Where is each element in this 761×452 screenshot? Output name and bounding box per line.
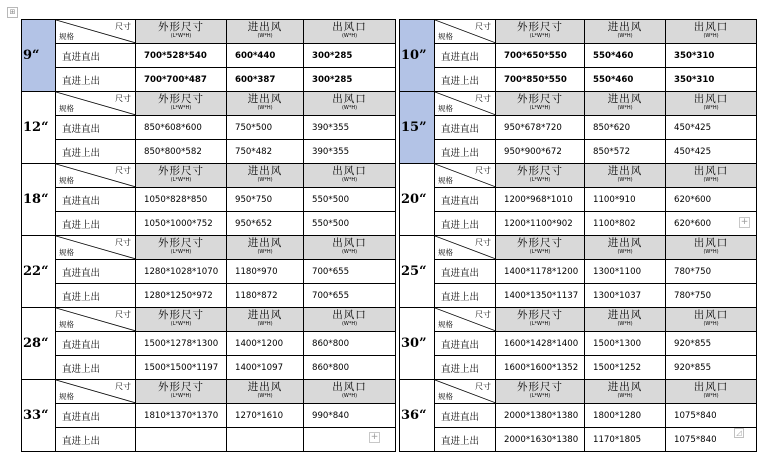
table-cell: 550*460 [585, 44, 666, 68]
model-size: 15” [400, 92, 435, 164]
table-cell: 950*750 [227, 188, 304, 212]
row-label: 直进直出 [435, 44, 496, 68]
header-unit: (W*H) [341, 104, 358, 111]
table-cell: 390*355 [304, 140, 396, 164]
header-unit: (W*H) [703, 392, 719, 399]
header-label: 出风口 [332, 164, 367, 177]
table-cell: 1180*970 [227, 260, 304, 284]
table-cell: 1280*1250*972 [136, 284, 227, 308]
table-row [22, 236, 757, 260]
table-cell: 990*840 [304, 404, 396, 428]
row-label: 直进直出 [435, 404, 496, 428]
table-move-handle-icon[interactable]: ⊞ [7, 7, 18, 18]
header-unit: (L*W*H) [170, 320, 192, 327]
corner-label-spec: 规格 [438, 392, 453, 401]
header-label: 外形尺寸 [517, 92, 563, 105]
header-label: 进出风 [607, 20, 643, 33]
corner-label-size: 尺寸 [475, 310, 491, 319]
table-cell: 1300*1037 [585, 284, 666, 308]
row-label: 直进上出 [435, 68, 496, 92]
header-unit: (W*H) [341, 32, 358, 39]
table-cell: 1400*1350*1137 [496, 284, 585, 308]
header-outlet [666, 236, 757, 260]
table-cell: 1300*1100 [585, 260, 666, 284]
table-cell: 1050*828*850 [136, 188, 227, 212]
row-label: 直进直出 [56, 332, 136, 356]
corner-label-spec: 规格 [59, 248, 74, 257]
header-inlet [585, 308, 666, 332]
header-label: 出风口 [693, 236, 729, 249]
header-unit: (L*W*H) [170, 176, 192, 183]
table-cell: 350*310 [666, 68, 757, 92]
corner-label-spec: 规格 [438, 32, 453, 41]
table-cell: 1075*840 [666, 428, 757, 452]
table-cell: 1500*1252 [585, 356, 666, 380]
header-label: 外形尺寸 [158, 236, 204, 249]
table-row [22, 428, 757, 452]
header-label: 外形尺寸 [517, 236, 563, 249]
header-unit: (L*W*H) [529, 392, 551, 399]
header-label: 进出风 [247, 164, 283, 177]
table-row [22, 68, 757, 92]
header-label: 出风口 [693, 92, 729, 105]
header-unit: (L*W*H) [529, 176, 551, 183]
header-corner-cell [435, 380, 496, 404]
corner-label-size: 尺寸 [115, 382, 131, 391]
header-label: 出风口 [693, 380, 729, 393]
header-unit: (W*H) [617, 104, 633, 111]
header-label: 进出风 [607, 92, 643, 105]
table-cell: 1400*1200 [227, 332, 304, 356]
header-inlet [227, 236, 304, 260]
header-unit: (W*H) [617, 32, 633, 39]
header-corner-cell [56, 20, 136, 44]
header-dimensions [496, 164, 585, 188]
header-unit: (L*W*H) [170, 248, 192, 255]
table-cell: 1200*968*1010 [496, 188, 585, 212]
model-size: 12“ [22, 92, 56, 164]
table-cell: 850*572 [585, 140, 666, 164]
table-cell: 550*500 [304, 188, 396, 212]
header-inlet [227, 308, 304, 332]
table-cell: 2000*1380*1380 [496, 404, 585, 428]
header-label: 出风口 [693, 20, 729, 33]
table-cell: 1100*910 [585, 188, 666, 212]
header-label: 外形尺寸 [158, 308, 204, 321]
header-label: 出风口 [332, 92, 367, 105]
table-cell: 1400*1178*1200 [496, 260, 585, 284]
header-unit: (W*H) [257, 32, 273, 39]
table-cell: 600*387 [227, 68, 304, 92]
row-label: 直进上出 [435, 284, 496, 308]
header-dimensions [136, 92, 227, 116]
corner-label-size: 尺寸 [475, 238, 491, 247]
table-cell: 700*655 [304, 284, 396, 308]
table-cell: 1270*1610 [227, 404, 304, 428]
header-outlet [304, 380, 396, 404]
table-row [22, 308, 757, 332]
table-cell: 750*500 [227, 116, 304, 140]
model-size: 20“ [400, 164, 435, 236]
header-unit: (L*W*H) [170, 104, 192, 111]
corner-label-size: 尺寸 [115, 22, 131, 31]
table-cell: 550*460 [585, 68, 666, 92]
row-label: 直进上出 [56, 284, 136, 308]
table-cell: 920*855 [666, 332, 757, 356]
table-cell: 850*800*582 [136, 140, 227, 164]
row-label: 直进上出 [56, 212, 136, 236]
model-size: 28“ [22, 308, 56, 380]
header-label: 出风口 [693, 164, 729, 177]
model-size: 18“ [22, 164, 56, 236]
table-row [22, 380, 757, 404]
corner-label-size: 尺寸 [115, 310, 131, 319]
header-unit: (W*H) [257, 320, 273, 327]
table-cell: 1100*802 [585, 212, 666, 236]
table-cell: 550*500 [304, 212, 396, 236]
corner-label-size: 尺寸 [115, 238, 131, 247]
header-outlet [304, 92, 396, 116]
table-row [22, 20, 757, 44]
header-outlet [666, 308, 757, 332]
header-label: 进出风 [247, 236, 283, 249]
header-label: 进出风 [247, 380, 283, 393]
model-size: 25“ [400, 236, 435, 308]
table-cell: 700*655 [304, 260, 396, 284]
header-dimensions [136, 20, 227, 44]
header-dimensions [496, 92, 585, 116]
header-outlet [666, 380, 757, 404]
table-cell: 850*620 [585, 116, 666, 140]
table-cell: 1500*1300 [585, 332, 666, 356]
header-label: 外形尺寸 [158, 164, 204, 177]
table-cell: 620*600 [666, 212, 757, 236]
row-label: 直进直出 [56, 404, 136, 428]
row-label: 直进上出 [56, 140, 136, 164]
header-unit: (W*H) [257, 104, 273, 111]
table-cell: 1170*1805 [585, 428, 666, 452]
header-label: 外形尺寸 [158, 380, 204, 393]
header-inlet [227, 92, 304, 116]
table-cell: 450*425 [666, 140, 757, 164]
header-label: 出风口 [693, 308, 729, 321]
header-corner-cell [435, 308, 496, 332]
table-cell [136, 428, 227, 452]
header-outlet [666, 164, 757, 188]
header-unit: (W*H) [703, 176, 719, 183]
header-unit: (L*W*H) [529, 104, 551, 111]
header-label: 外形尺寸 [517, 164, 563, 177]
table-cell [227, 428, 304, 452]
table-cell: 600*440 [227, 44, 304, 68]
header-label: 进出风 [607, 164, 643, 177]
header-unit: (W*H) [257, 248, 273, 255]
corner-label-size: 尺寸 [475, 94, 491, 103]
row-label: 直进直出 [435, 188, 496, 212]
header-label: 出风口 [332, 308, 367, 321]
corner-label-spec: 规格 [59, 176, 74, 185]
header-unit: (W*H) [703, 104, 719, 111]
model-size: 22“ [22, 236, 56, 308]
table-cell: 350*310 [666, 44, 757, 68]
header-label: 进出风 [247, 308, 283, 321]
header-corner-cell [435, 164, 496, 188]
corner-label-spec: 规格 [59, 104, 74, 113]
table-cell: 950*900*672 [496, 140, 585, 164]
header-label: 进出风 [607, 236, 643, 249]
table-row [22, 284, 757, 308]
corner-label-size: 尺寸 [115, 166, 131, 175]
header-outlet [304, 308, 396, 332]
header-inlet [585, 92, 666, 116]
table-row [22, 188, 757, 212]
header-dimensions [496, 380, 585, 404]
table-row [22, 116, 757, 140]
header-dimensions [496, 308, 585, 332]
table-cell: 780*750 [666, 260, 757, 284]
header-unit: (W*H) [703, 32, 719, 39]
table-cell: 300*285 [304, 68, 396, 92]
table-cell: 300*285 [304, 44, 396, 68]
corner-label-spec: 规格 [59, 320, 74, 329]
header-inlet [227, 380, 304, 404]
table-cell: 1180*872 [227, 284, 304, 308]
header-unit: (W*H) [703, 248, 719, 255]
row-label: 直进直出 [56, 44, 136, 68]
header-unit: (L*W*H) [170, 32, 192, 39]
table-cell: 850*608*600 [136, 116, 227, 140]
corner-label-spec: 规格 [438, 104, 453, 113]
table-cell: 1500*1278*1300 [136, 332, 227, 356]
corner-label-spec: 规格 [59, 392, 74, 401]
header-unit: (L*W*H) [529, 320, 551, 327]
header-corner-cell [435, 92, 496, 116]
row-label: 直进直出 [435, 116, 496, 140]
model-size: 36“ [400, 380, 435, 452]
header-unit: (W*H) [341, 320, 358, 327]
corner-label-size: 尺寸 [475, 22, 491, 31]
add-row-icon[interactable]: + [370, 432, 379, 442]
header-label: 进出风 [247, 92, 283, 105]
row-label: 直进直出 [56, 116, 136, 140]
header-unit: (W*H) [257, 176, 273, 183]
row-label: 直进直出 [56, 260, 136, 284]
table-cell: 390*355 [304, 116, 396, 140]
row-label: 直进上出 [56, 68, 136, 92]
table-row [22, 260, 757, 284]
table-row [22, 140, 757, 164]
table-cell: 750*482 [227, 140, 304, 164]
corner-label-spec: 规格 [438, 320, 453, 329]
header-inlet [585, 236, 666, 260]
header-unit: (W*H) [617, 320, 633, 327]
row-label: 直进上出 [56, 356, 136, 380]
table-row [22, 332, 757, 356]
header-unit: (L*W*H) [529, 248, 551, 255]
model-size: 30” [400, 308, 435, 380]
table-row [22, 212, 757, 236]
table-cell: 700*700*487 [136, 68, 227, 92]
table-cell: 700*650*550 [496, 44, 585, 68]
header-inlet [227, 164, 304, 188]
table-row [22, 356, 757, 380]
header-dimensions [136, 380, 227, 404]
corner-label-spec: 规格 [438, 248, 453, 257]
table-cell [304, 428, 396, 452]
header-label: 外形尺寸 [158, 92, 204, 105]
header-label: 进出风 [607, 380, 643, 393]
table-row [22, 404, 757, 428]
header-label: 外形尺寸 [158, 20, 204, 33]
table-cell: 1600*1600*1352 [496, 356, 585, 380]
table-cell: 780*750 [666, 284, 757, 308]
header-dimensions [136, 164, 227, 188]
header-dimensions [136, 236, 227, 260]
header-corner-cell [56, 380, 136, 404]
table-cell: 860*800 [304, 332, 396, 356]
table-cell: 1075*840 [666, 404, 757, 428]
header-label: 进出风 [247, 20, 283, 33]
model-size: 10” [400, 20, 435, 92]
header-label: 外形尺寸 [517, 20, 563, 33]
header-label: 外形尺寸 [517, 308, 563, 321]
header-label: 出风口 [332, 380, 367, 393]
header-unit: (W*H) [341, 392, 358, 399]
table-cell: 860*800 [304, 356, 396, 380]
row-label: 直进直出 [435, 332, 496, 356]
header-inlet [585, 164, 666, 188]
table-cell: 700*528*540 [136, 44, 227, 68]
table-resize-handle-icon[interactable]: ◿ [734, 428, 744, 438]
header-outlet [666, 20, 757, 44]
add-column-icon[interactable]: + [740, 217, 749, 227]
spec-table [21, 19, 757, 452]
header-corner-cell [56, 308, 136, 332]
header-unit: (L*W*H) [529, 32, 551, 39]
table-cell: 2000*1630*1380 [496, 428, 585, 452]
model-size: 33“ [22, 380, 56, 452]
header-unit: (W*H) [617, 176, 633, 183]
table-cell: 920*855 [666, 356, 757, 380]
header-inlet [585, 380, 666, 404]
header-label: 出风口 [332, 20, 367, 33]
table-cell: 950*652 [227, 212, 304, 236]
header-unit: (L*W*H) [170, 392, 192, 399]
header-dimensions [136, 308, 227, 332]
table-cell: 1810*1370*1370 [136, 404, 227, 428]
spec-table-body [22, 20, 757, 452]
header-corner-cell [435, 236, 496, 260]
table-cell: 1800*1280 [585, 404, 666, 428]
table-cell: 1600*1428*1400 [496, 332, 585, 356]
header-unit: (W*H) [257, 392, 273, 399]
corner-label-size: 尺寸 [115, 94, 131, 103]
table-cell: 450*425 [666, 116, 757, 140]
table-cell: 1400*1097 [227, 356, 304, 380]
header-corner-cell [56, 92, 136, 116]
header-unit: (W*H) [341, 248, 358, 255]
header-label: 出风口 [332, 236, 367, 249]
row-label: 直进上出 [435, 140, 496, 164]
corner-label-spec: 规格 [59, 32, 74, 41]
table-cell: 950*678*720 [496, 116, 585, 140]
header-unit: (W*H) [617, 248, 633, 255]
row-label: 直进直出 [435, 260, 496, 284]
header-outlet [304, 164, 396, 188]
header-corner-cell [56, 236, 136, 260]
corner-label-size: 尺寸 [475, 382, 491, 391]
row-label: 直进上出 [435, 356, 496, 380]
model-size: 9“ [22, 20, 56, 92]
corner-label-size: 尺寸 [475, 166, 491, 175]
corner-label-spec: 规格 [438, 176, 453, 185]
header-outlet [304, 236, 396, 260]
header-dimensions [496, 236, 585, 260]
table-cell: 700*850*550 [496, 68, 585, 92]
row-label: 直进上出 [435, 212, 496, 236]
row-label: 直进上出 [435, 428, 496, 452]
table-cell: 620*600 [666, 188, 757, 212]
row-label: 直进直出 [56, 188, 136, 212]
table-cell: 1500*1500*1197 [136, 356, 227, 380]
header-outlet [304, 20, 396, 44]
header-corner-cell [56, 164, 136, 188]
row-label: 直进上出 [56, 428, 136, 452]
header-dimensions [496, 20, 585, 44]
header-unit: (W*H) [703, 320, 719, 327]
header-unit: (W*H) [341, 176, 358, 183]
header-inlet [227, 20, 304, 44]
table-cell: 1200*1100*902 [496, 212, 585, 236]
header-label: 进出风 [607, 308, 643, 321]
table-row [22, 164, 757, 188]
header-unit: (W*H) [617, 392, 633, 399]
header-outlet [666, 92, 757, 116]
table-row [22, 44, 757, 68]
header-inlet [585, 20, 666, 44]
table-cell: 1050*1000*752 [136, 212, 227, 236]
table-cell: 1280*1028*1070 [136, 260, 227, 284]
header-label: 外形尺寸 [517, 380, 563, 393]
header-corner-cell [435, 20, 496, 44]
table-row [22, 92, 757, 116]
